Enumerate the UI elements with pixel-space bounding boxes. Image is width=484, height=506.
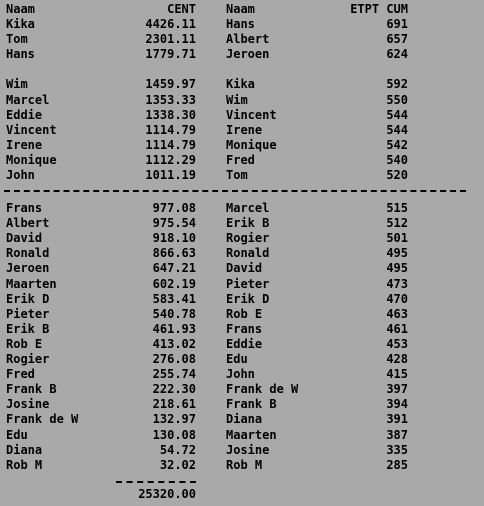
right-row-value: 550	[386, 92, 408, 107]
left-row-value: 918.10	[152, 231, 196, 246]
left-name-header: Naam	[6, 2, 35, 16]
left-row-value: 1114.79	[145, 137, 196, 152]
left-row-name: Irene	[6, 137, 43, 152]
right-row-name: Tom	[226, 168, 248, 182]
left-row-value: 461.93	[152, 321, 196, 336]
right-row-name: Irene	[226, 122, 263, 137]
left-row-value: 866.63	[152, 246, 196, 261]
right-row-name: Frank de W	[226, 382, 299, 397]
right-row-name: Monique	[226, 137, 277, 152]
left-row-value: 2301.11	[145, 32, 196, 47]
left-row-name: Rob E	[6, 336, 43, 351]
right-row-name: Maarten	[226, 427, 277, 442]
right-row-name: Rob E	[226, 306, 263, 321]
right-name-header: Naam	[226, 2, 255, 16]
right-row-name: Kika	[226, 77, 255, 92]
right-row-name: Ronald	[226, 246, 270, 261]
right-row-name: Eddie	[226, 336, 263, 351]
left-row-value: 1011.19	[145, 168, 196, 182]
right-row-name: Edu	[226, 352, 248, 366]
right-row-value: 592	[386, 77, 408, 92]
left-row-value: 1779.71	[145, 47, 196, 62]
left-row-name: Pieter	[6, 306, 50, 321]
left-row-name: Rob M	[6, 457, 43, 472]
left-row-value: 1338.30	[145, 107, 196, 122]
left-row-value: 540.78	[152, 306, 196, 321]
right-row-name: Wim	[226, 92, 248, 107]
left-row-value: 222.30	[152, 382, 196, 397]
right-value-header: ETPT CUM	[350, 2, 408, 16]
right-row-name: John	[226, 367, 255, 382]
right-row-name: Diana	[226, 412, 263, 427]
left-row-name: Frank de W	[6, 412, 79, 427]
right-row-name: Frans	[226, 321, 263, 336]
left-row-name: Rogier	[6, 352, 50, 366]
grand-total: 25320.00	[138, 487, 196, 501]
right-row-name: David	[226, 261, 263, 276]
right-row-value: 391	[386, 412, 408, 427]
left-row-value: 276.08	[152, 352, 196, 366]
left-row-name: Erik B	[6, 321, 50, 336]
left-row-name: Albert	[6, 216, 50, 231]
right-row-name: Albert	[226, 32, 270, 47]
right-row-name: Erik B	[226, 216, 270, 231]
right-row-value: 428	[386, 352, 408, 366]
right-row-value: 515	[386, 201, 408, 215]
right-row-value: 544	[386, 107, 408, 122]
right-row-value: 512	[386, 216, 408, 231]
right-row-name: Pieter	[226, 276, 270, 291]
left-row-value: 4426.11	[145, 17, 196, 31]
left-row-value: 647.21	[152, 261, 196, 276]
right-row-name: Frank B	[226, 397, 277, 412]
left-row-name: Jeroen	[6, 261, 50, 276]
right-row-value: 335	[386, 442, 408, 457]
left-row-value: 1114.79	[145, 122, 196, 137]
left-row-value: 218.61	[152, 397, 196, 412]
left-row-value: 977.08	[152, 201, 196, 215]
right-row-value: 415	[386, 367, 408, 382]
right-row-value: 473	[386, 276, 408, 291]
left-row-value: 975.54	[152, 216, 196, 231]
right-row-name: Rob M	[226, 457, 263, 472]
right-row-value: 461	[386, 321, 408, 336]
left-row-name: Ronald	[6, 246, 50, 261]
left-row-name: Edu	[6, 427, 28, 442]
right-row-value: 495	[386, 246, 408, 261]
right-row-value: 285	[386, 457, 408, 472]
right-row-value: 394	[386, 397, 408, 412]
right-row-name: Erik D	[226, 291, 270, 306]
left-row-name: John	[6, 168, 35, 182]
left-row-value: 1459.97	[145, 77, 196, 92]
left-row-name: Frans	[6, 201, 43, 215]
right-row-value: 657	[386, 32, 408, 47]
left-row-value: 1112.29	[145, 152, 196, 167]
left-row-value: 255.74	[152, 367, 196, 382]
left-row-name: Erik D	[6, 291, 50, 306]
left-row-name: Marcel	[6, 92, 50, 107]
right-row-name: Rogier	[226, 231, 270, 246]
left-row-name: Diana	[6, 442, 43, 457]
right-row-value: 470	[386, 291, 408, 306]
right-row-value: 624	[386, 47, 408, 62]
right-row-value: 397	[386, 382, 408, 397]
left-row-name: Monique	[6, 152, 57, 167]
right-row-name: Marcel	[226, 201, 270, 215]
right-row-name: Hans	[226, 17, 255, 31]
left-row-name: Maarten	[6, 276, 57, 291]
total-separator	[116, 481, 196, 483]
left-row-value: 602.19	[152, 276, 196, 291]
left-row-value: 583.41	[152, 291, 196, 306]
left-row-name: Wim	[6, 77, 28, 92]
left-row-name: Vincent	[6, 122, 57, 137]
right-row-name: Jeroen	[226, 47, 270, 62]
left-row-name: Frank B	[6, 382, 57, 397]
right-row-name: Josine	[226, 442, 270, 457]
left-row-value: 54.72	[159, 442, 196, 457]
right-row-value: 542	[386, 137, 408, 152]
right-row-name: Vincent	[226, 107, 277, 122]
left-row-value: 1353.33	[145, 92, 196, 107]
left-row-name: David	[6, 231, 43, 246]
left-row-name: Tom	[6, 32, 28, 47]
left-row-value: 32.02	[159, 457, 196, 472]
left-row-value: 413.02	[152, 336, 196, 351]
right-row-value: 453	[386, 336, 408, 351]
right-row-value: 540	[386, 152, 408, 167]
left-row-value: 130.08	[152, 427, 196, 442]
right-row-value: 501	[386, 231, 408, 246]
right-row-value: 463	[386, 306, 408, 321]
left-row-name: Fred	[6, 367, 35, 382]
right-row-value: 691	[386, 17, 408, 31]
left-row-name: Kika	[6, 17, 35, 31]
right-row-value: 520	[386, 168, 408, 182]
section-separator	[4, 190, 466, 192]
left-row-name: Josine	[6, 397, 50, 412]
left-row-value: 132.97	[152, 412, 196, 427]
left-row-name: Hans	[6, 47, 35, 62]
right-row-value: 495	[386, 261, 408, 276]
right-row-value: 544	[386, 122, 408, 137]
left-row-name: Eddie	[6, 107, 43, 122]
right-row-value: 387	[386, 427, 408, 442]
right-row-name: Fred	[226, 152, 255, 167]
left-value-header: CENT	[167, 2, 196, 16]
